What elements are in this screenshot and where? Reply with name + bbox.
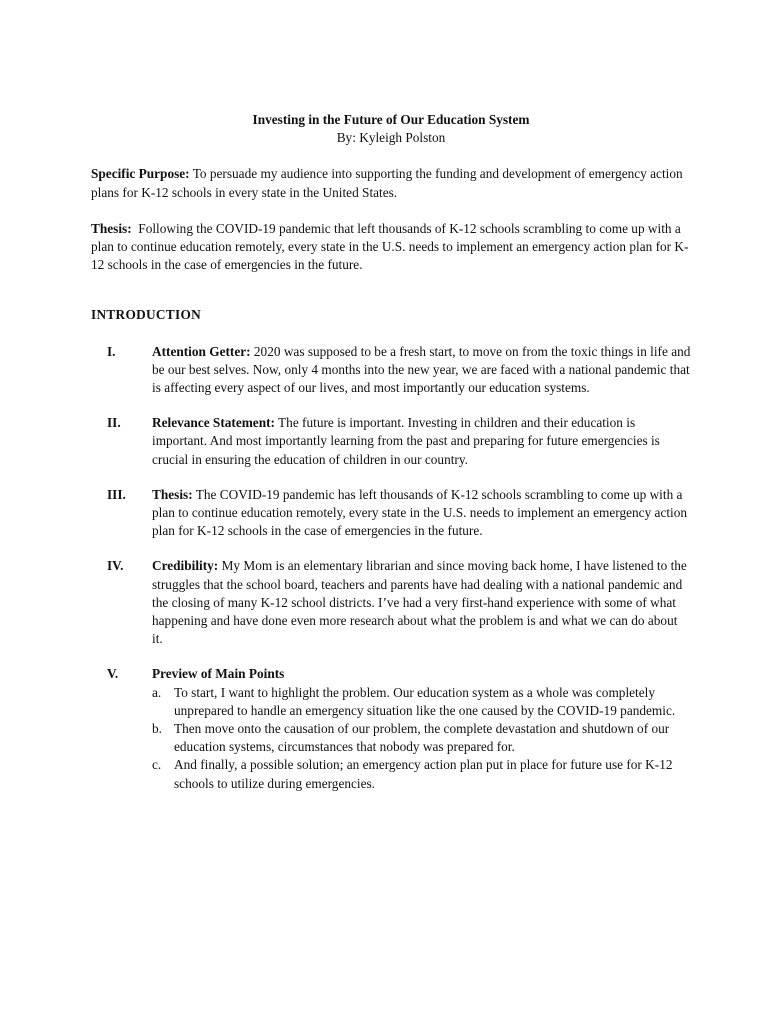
- outline-point-body: [152, 343, 691, 398]
- preview-item-letter: c.: [152, 757, 162, 773]
- outline-point-1: [91, 343, 691, 398]
- speech-outline: [91, 111, 691, 793]
- preview-item-text: To start, I want to highlight the problem. Our education system as a whole was completely unprepared to handle an emergency situation like the one caused by the COVID-19 pandemic.: [174, 684, 676, 718]
- preview-item-text: And finally, a possible solution; an emergency action plan put in place for future use for K-12 schools to utilize during emergencies.: [174, 757, 673, 791]
- section-heading-introduction: INTRODUCTION: [91, 307, 201, 323]
- outline-point-label: Credibility:: [152, 558, 219, 574]
- outline-point-2: [91, 414, 691, 469]
- thesis-text: Following the COVID-19 pandemic that left thousands of K-12 schools scrambling to come up with a plan to continue education remotely, every state in the U.S. needs to implement an emergency action plan for K-12 schools in the case of emergencies in the future.: [91, 220, 689, 273]
- outline-point-body: [152, 486, 691, 541]
- outline-numeral: II.: [107, 415, 121, 431]
- specific-purpose: [91, 165, 691, 201]
- outline-point-body: [152, 665, 691, 683]
- outline-numeral: III.: [107, 486, 126, 502]
- specific-purpose-label: Specific Purpose:: [91, 166, 190, 182]
- outline-point-4: [91, 557, 691, 648]
- document-title: Investing in the Future of Our Education System: [252, 112, 530, 127]
- outline-point-text: My Mom is an elementary librarian and since moving back home, I have listened to the struggles that the school board, teachers and parents have had dealing with a national pandemic and the closing of many K-12 school districts. I’ve had a very first-hand experience with some of what happening and have done even more research about what the problem is and what we can do about it.: [152, 558, 687, 647]
- outline-point-text: The COVID-19 pandemic has left thousands of K-12 schools scrambling to come up with a plan to continue education remotely, every state in the U.S. needs to implement an emergency action plan for K-12 schools in the case of emergencies in the future.: [152, 486, 688, 539]
- outline-point-body: [152, 557, 691, 648]
- preview-item-letter: a.: [152, 684, 162, 700]
- preview-item-c: [91, 756, 691, 792]
- outline-point-label: Thesis:: [152, 486, 193, 502]
- thesis-statement: [91, 220, 691, 275]
- outline-point-body: [152, 414, 691, 469]
- preview-item-b: [91, 720, 691, 756]
- specific-purpose-text: To persuade my audience into supporting the funding and development of emergency action plans for K-12 schools in every state in the United States.: [91, 166, 683, 200]
- outline-numeral: V.: [107, 666, 119, 682]
- outline-point-3: [91, 486, 691, 541]
- outline-point-label: Relevance Statement:: [152, 415, 275, 431]
- outline-numeral: I.: [107, 343, 116, 359]
- outline-point-text: 2020 was supposed to be a fresh start, to move on from the toxic things in life and be our best selves. Now, only 4 months into the new year, we are faced with a national pandemic that is affecting every aspect of our lives, and most importantly our education systems.: [152, 343, 691, 396]
- thesis-label: Thesis:: [91, 220, 132, 236]
- preview-item-letter: b.: [152, 721, 162, 737]
- outline-point-label: Attention Getter:: [152, 343, 251, 359]
- author-byline: By: Kyleigh Polston: [336, 130, 446, 146]
- outline-point-5: [91, 665, 691, 683]
- outline-point-label: Preview of Main Points: [152, 666, 285, 682]
- outline-numeral: IV.: [107, 558, 124, 574]
- preview-item-a: [91, 684, 691, 720]
- outline-point-text: The future is important. Investing in children and their education is important. And most importantly learning from the past and preparing for future emergencies is crucial in ensuring the education of children in our country.: [152, 415, 660, 467]
- preview-item-text: Then move onto the causation of our problem, the complete devastation and shutdown of our education systems, circumstances that nobody was prepared for.: [174, 721, 670, 755]
